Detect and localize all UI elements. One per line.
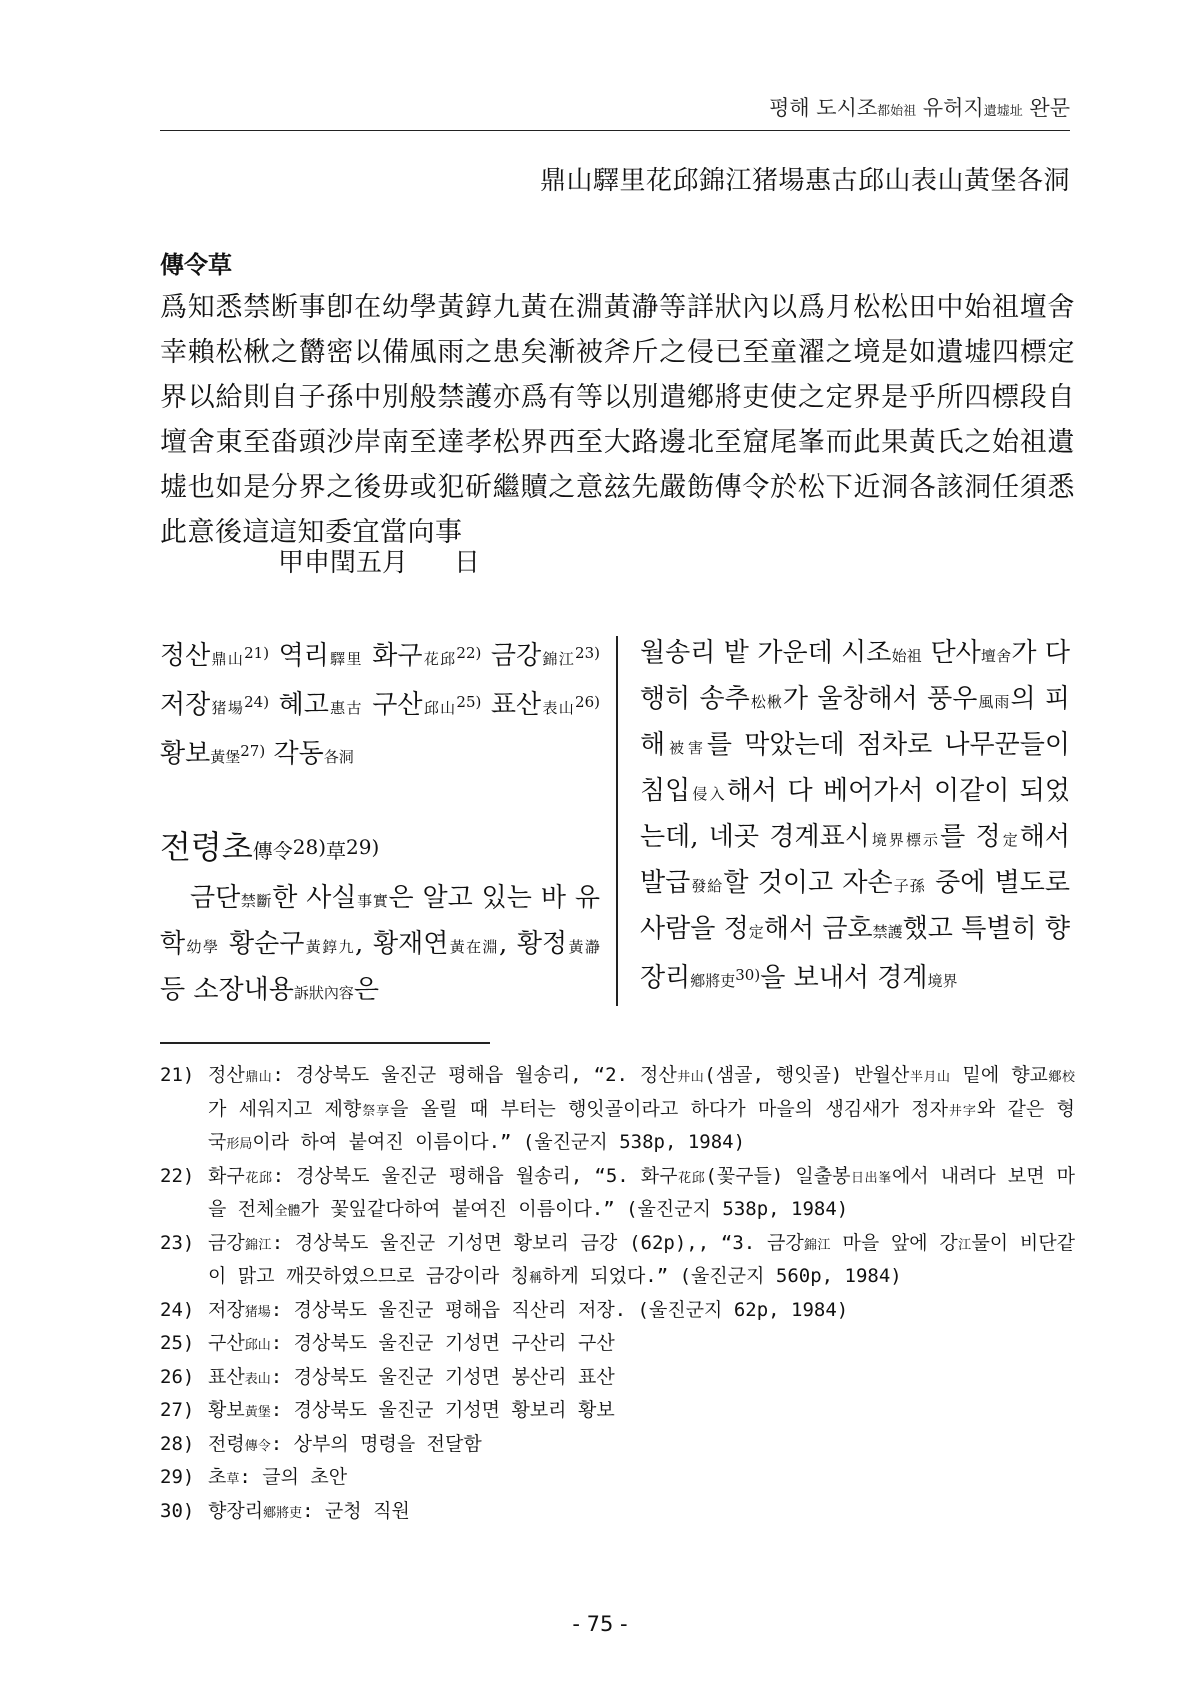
footnote-number: 28) bbox=[160, 1432, 195, 1455]
running-header bbox=[160, 92, 1070, 131]
hanja-text-block: 爲知悉禁断事卽在幼學黃錞九黃在淵黃瀞等詳狀內以爲月松松田中始祖壇舍幸賴松楸之欝密以備風雨之患矣漸被斧斤之侵已至童濯之境是如遺墟四標定界以給則自子孫中別般禁護亦爲有等以別遣鄕將吏使之定界是乎所四標段自壇舍東至畓頭沙岸南至達孝松界西至大路邊北至窟尾峯而此果黃氏之始祖遺墟也如是分界之後毋或犯斫繼贖之意玆先嚴飭傳令於松下近洞各該洞任須悉此意後這這知委宜當向事 bbox=[160, 292, 1075, 548]
text-run: 황순구 bbox=[219, 929, 305, 959]
text-run: 를 막았는데 점차로 나무꾼들이 침입 bbox=[640, 730, 1070, 806]
text-run: : 군청 직원 bbox=[302, 1499, 410, 1522]
hanja-gloss: 黃堡 bbox=[210, 748, 241, 766]
heading-hanja-1: 傳令 bbox=[252, 839, 293, 863]
hanja-gloss: 黃錞九 bbox=[304, 938, 356, 956]
text-run: 마을 앞에 강 bbox=[830, 1231, 958, 1254]
place-names-line: 鼎山驛里花邱錦江猪場惠古邱山表山黃堡各洞 bbox=[539, 166, 1070, 196]
text-run: 하게 되었다.” (울진군지 560p, 1984) bbox=[542, 1265, 902, 1287]
text-run: 금강 bbox=[481, 641, 542, 671]
hanja-gloss: 花邱 bbox=[422, 650, 457, 668]
text-run: 해서 다 베어가서 이같이 되었는데, 네곳 경계표시 bbox=[640, 776, 1070, 852]
hanja-gloss: 猪場 bbox=[244, 1304, 271, 1320]
text-run: 은 bbox=[353, 975, 379, 1005]
hanja-gloss: 定 bbox=[748, 923, 764, 941]
hanja-gloss: 祭享 bbox=[361, 1103, 391, 1119]
footnote-text bbox=[208, 1228, 1075, 1295]
text-run: 해서 금호 bbox=[763, 914, 873, 944]
translation-left-column bbox=[160, 632, 600, 1015]
footnote-number: 24) bbox=[160, 1298, 195, 1321]
hanja-gloss: 江 bbox=[957, 1237, 972, 1253]
footnote-ref: 26) bbox=[575, 693, 600, 711]
hanja-gloss: 邱山 bbox=[422, 699, 457, 717]
hanja-gloss: 鼎山 bbox=[244, 1070, 273, 1085]
footnote-text bbox=[208, 1161, 1075, 1228]
hanja-gloss: 風雨 bbox=[977, 693, 1011, 711]
hanja-gloss: 黃瀞 bbox=[567, 938, 600, 956]
hanja-gloss: 鄕校 bbox=[1047, 1070, 1075, 1085]
heading-text: 전령초 bbox=[160, 828, 253, 866]
footnote-item bbox=[160, 1362, 1075, 1396]
header-text-2: 유허지 bbox=[916, 96, 984, 120]
heading-footnote-ref-2: 29) bbox=[346, 835, 380, 859]
text-run: 가 울창해서 풍우 bbox=[782, 684, 978, 714]
date-day: 日 bbox=[454, 548, 481, 578]
text-run: 화구 bbox=[208, 1164, 245, 1187]
hanja-gloss: 猪場 bbox=[210, 699, 245, 717]
text-run: 역리 bbox=[269, 641, 329, 671]
text-run: : 경상북도 울진군 기성면 황보리 황보 bbox=[270, 1399, 615, 1421]
footnote-item bbox=[160, 1228, 1075, 1295]
hanja-gloss: 驛里 bbox=[328, 650, 363, 668]
text-run: 등 소장내용 bbox=[160, 975, 294, 1005]
hanja-gloss: 錦江 bbox=[803, 1237, 831, 1253]
header-hanja-1: 都始祖 bbox=[877, 104, 917, 119]
footnote-text bbox=[208, 1328, 1075, 1362]
hanja-gloss: 錦江 bbox=[244, 1237, 272, 1253]
translation-right-column bbox=[640, 632, 1070, 1003]
footnote-number: 23) bbox=[160, 1231, 195, 1254]
hanja-gloss: 壇舍 bbox=[980, 647, 1012, 665]
hanja-gloss: 鄕將吏 bbox=[263, 1505, 303, 1521]
hanja-gloss: 定 bbox=[1000, 831, 1020, 849]
heading-footnote-ref-1: 28) bbox=[292, 835, 327, 859]
text-run: 혜고 bbox=[269, 690, 329, 720]
text-run: 구산 bbox=[362, 690, 423, 720]
hanja-gloss: 黃堡 bbox=[244, 1405, 271, 1420]
header-text-1: 평해 도시조 bbox=[769, 96, 878, 120]
header-hanja-2: 遺墟址 bbox=[983, 104, 1023, 119]
text-run: 했고 특별히 향장리 bbox=[640, 914, 1070, 993]
text-run: 정산 bbox=[160, 641, 211, 671]
text-run: 중에 별도로 사람을 정 bbox=[640, 868, 1070, 944]
hanja-gloss: 幼學 bbox=[185, 938, 220, 956]
text-run: 의 피해 bbox=[640, 684, 1070, 760]
text-run: 을 보내서 경계 bbox=[760, 963, 928, 993]
footnote-ref: 23) bbox=[575, 644, 600, 662]
hanja-gloss: 半月山 bbox=[909, 1070, 951, 1085]
text-run: 황보 bbox=[208, 1399, 245, 1421]
hanja-gloss: 發給 bbox=[690, 877, 724, 895]
text-run: 금단 bbox=[190, 883, 241, 913]
text-run: 물이 비단같이 맑고 깨끗하였으므로 금강이라 칭 bbox=[208, 1231, 1075, 1287]
text-run: 밑에 향교 bbox=[950, 1064, 1048, 1086]
footnote-item bbox=[160, 1429, 1075, 1463]
text-run: 저장 bbox=[208, 1298, 245, 1321]
hanja-gloss: 松楸 bbox=[749, 693, 783, 711]
text-run: 단사 bbox=[922, 638, 981, 668]
text-run: : 상부의 명령을 전달함 bbox=[270, 1432, 482, 1455]
footnote-item bbox=[160, 1462, 1075, 1496]
hanja-gloss: 傳令 bbox=[244, 1438, 271, 1454]
footnote-ref: 24) bbox=[244, 693, 270, 711]
footnote-number: 21) bbox=[160, 1064, 195, 1086]
hanja-gloss: 形局 bbox=[226, 1137, 253, 1152]
hanja-gloss: 鄕將吏 bbox=[690, 972, 736, 990]
text-run: 표산 bbox=[481, 690, 542, 720]
hanja-gloss: 禁斷 bbox=[240, 892, 273, 910]
text-run: 전령 bbox=[208, 1432, 245, 1455]
hanja-gloss: 草 bbox=[226, 1472, 240, 1487]
text-run: 구산 bbox=[208, 1332, 245, 1354]
footnote-item bbox=[160, 1161, 1075, 1228]
hanja-gloss: 侵入 bbox=[690, 785, 727, 803]
translation-paragraph-body bbox=[160, 877, 600, 1015]
text-run: 를 정 bbox=[940, 822, 1001, 852]
hanja-gloss: 稱 bbox=[529, 1271, 543, 1286]
footnote-text bbox=[208, 1496, 1075, 1530]
text-run: : 경상북도 울진군 기성면 황보리 금강 (62p),, “3. 금강 bbox=[271, 1231, 804, 1254]
footnote-ref: 22) bbox=[456, 644, 482, 662]
footnote-text bbox=[208, 1060, 1075, 1161]
text-run: 한 사실 bbox=[272, 883, 357, 913]
hanja-gloss: 子孫 bbox=[892, 877, 926, 895]
heading-hanja-2: 草 bbox=[326, 839, 347, 863]
hanja-gloss: 始祖 bbox=[891, 647, 923, 665]
text-run: 정산 bbox=[208, 1064, 245, 1086]
footnote-number: 30) bbox=[160, 1499, 195, 1522]
text-run: : 글의 초안 bbox=[239, 1466, 348, 1488]
text-run: : 경상북도 울진군 평해읍 월송리, “2. 정산 bbox=[272, 1064, 677, 1086]
text-run: 에서 내려다 보면 마을 전체 bbox=[208, 1164, 1075, 1220]
footnote-rule bbox=[160, 1042, 490, 1044]
footnote-number: 22) bbox=[160, 1164, 195, 1187]
text-run: 은 알고 있는 바 유학 bbox=[160, 883, 600, 959]
text-run: 을 올릴 때 부터는 행잇골이라고 하다가 마을의 생김새가 정자 bbox=[390, 1097, 948, 1120]
footnote-number: 26) bbox=[160, 1365, 195, 1388]
header-text-3: 완문 bbox=[1022, 96, 1070, 120]
text-run: 가 다행히 송추 bbox=[640, 638, 1071, 714]
hanja-gloss: 花邱 bbox=[244, 1170, 273, 1186]
text-run: 가 꽃잎같다하여 붙여진 이름이다.” (울진군지 538p, 1984) bbox=[300, 1198, 849, 1220]
footnote-number: 29) bbox=[160, 1466, 195, 1488]
hanja-gloss: 事實 bbox=[356, 892, 389, 910]
hanja-gloss: 花邱 bbox=[677, 1170, 706, 1186]
date-text: 甲申閏五月 bbox=[278, 548, 409, 578]
footnote-item bbox=[160, 1328, 1075, 1362]
footnotes bbox=[160, 1060, 1075, 1529]
text-run: 월송리 밭 가운데 시조 bbox=[640, 638, 892, 668]
text-run: , 황재연 bbox=[355, 929, 449, 959]
text-run: : 경상북도 울진군 기성면 봉산리 표산 bbox=[270, 1365, 615, 1388]
text-run: : 경상북도 울진군 평해읍 월송리, “5. 화구 bbox=[272, 1164, 678, 1187]
text-run: 향장리 bbox=[208, 1499, 264, 1522]
footnote-item bbox=[160, 1060, 1075, 1161]
footnote-item bbox=[160, 1395, 1075, 1429]
text-run: : 경상북도 울진군 기성면 구산리 구산 bbox=[270, 1332, 615, 1354]
page-number: - 75 - bbox=[572, 1612, 628, 1636]
text-run: (샘골, 행잇골) 반월산 bbox=[704, 1064, 910, 1086]
column-divider bbox=[616, 636, 618, 1006]
hanja-gloss: 惠古 bbox=[328, 699, 363, 717]
text-run: 금강 bbox=[208, 1231, 245, 1254]
translation-paragraph-place-names bbox=[160, 632, 600, 779]
footnote-ref: 27) bbox=[240, 742, 266, 760]
date-line bbox=[278, 542, 480, 579]
hanja-gloss: 黃在淵 bbox=[448, 938, 499, 956]
hanja-gloss: 表山 bbox=[541, 699, 576, 717]
footnote-text bbox=[208, 1395, 1075, 1429]
text-run: : 경상북도 울진군 평해읍 직산리 저장. (울진군지 62p, 1984) bbox=[270, 1298, 849, 1321]
hanja-gloss: 井山 bbox=[676, 1070, 705, 1085]
footnote-number: 27) bbox=[160, 1399, 195, 1421]
footnote-text bbox=[208, 1295, 1075, 1329]
hanja-gloss: 井字 bbox=[947, 1103, 977, 1119]
text-run: , 황정 bbox=[498, 929, 568, 959]
text-run: 초 bbox=[208, 1466, 227, 1488]
translation-heading bbox=[160, 821, 600, 877]
footnote-text bbox=[208, 1362, 1075, 1396]
hanja-gloss: 日出峯 bbox=[850, 1170, 892, 1186]
hanja-gloss: 鼎山 bbox=[210, 650, 245, 668]
hanja-gloss: 表山 bbox=[244, 1371, 271, 1387]
hanja-gloss: 全體 bbox=[274, 1204, 301, 1219]
text-run: 황보 bbox=[160, 739, 211, 769]
hanja-gloss: 禁護 bbox=[872, 923, 903, 941]
text-run: 화구 bbox=[362, 641, 423, 671]
text-run: 표산 bbox=[208, 1365, 245, 1388]
text-run: 이라 하여 붙여진 이름이다.” (울진군지 538p, 1984) bbox=[252, 1131, 746, 1153]
footnote-text bbox=[208, 1462, 1075, 1496]
footnote-ref: 21) bbox=[244, 644, 270, 662]
hanja-gloss: 訴狀內容 bbox=[293, 984, 354, 1002]
footnote-number: 25) bbox=[160, 1332, 195, 1354]
text-run: 가 세워지고 제향 bbox=[208, 1097, 362, 1120]
text-run: 해서 발급 bbox=[640, 822, 1070, 898]
footnote-ref: 30) bbox=[735, 966, 761, 984]
hanja-gloss: 被害 bbox=[665, 739, 707, 757]
text-run: 할 것이고 자손 bbox=[723, 868, 893, 898]
footnote-text bbox=[208, 1429, 1075, 1463]
text-run: 와 같은 형국 bbox=[208, 1097, 1075, 1153]
section-title: 傳令草 bbox=[160, 250, 232, 279]
text-run: 각동 bbox=[265, 739, 324, 769]
footnote-ref: 25) bbox=[456, 693, 482, 711]
hanja-gloss: 境界標示 bbox=[869, 831, 941, 849]
footnote-item bbox=[160, 1295, 1075, 1329]
hanja-gloss: 各洞 bbox=[323, 748, 354, 766]
text-run: 저장 bbox=[160, 690, 211, 720]
text-run: (꽃구들) 일출봉 bbox=[705, 1164, 851, 1187]
hanja-gloss: 錦江 bbox=[541, 650, 576, 668]
hanja-gloss: 境界 bbox=[927, 972, 958, 990]
hanja-gloss: 邱山 bbox=[244, 1338, 271, 1353]
footnote-item bbox=[160, 1496, 1075, 1530]
